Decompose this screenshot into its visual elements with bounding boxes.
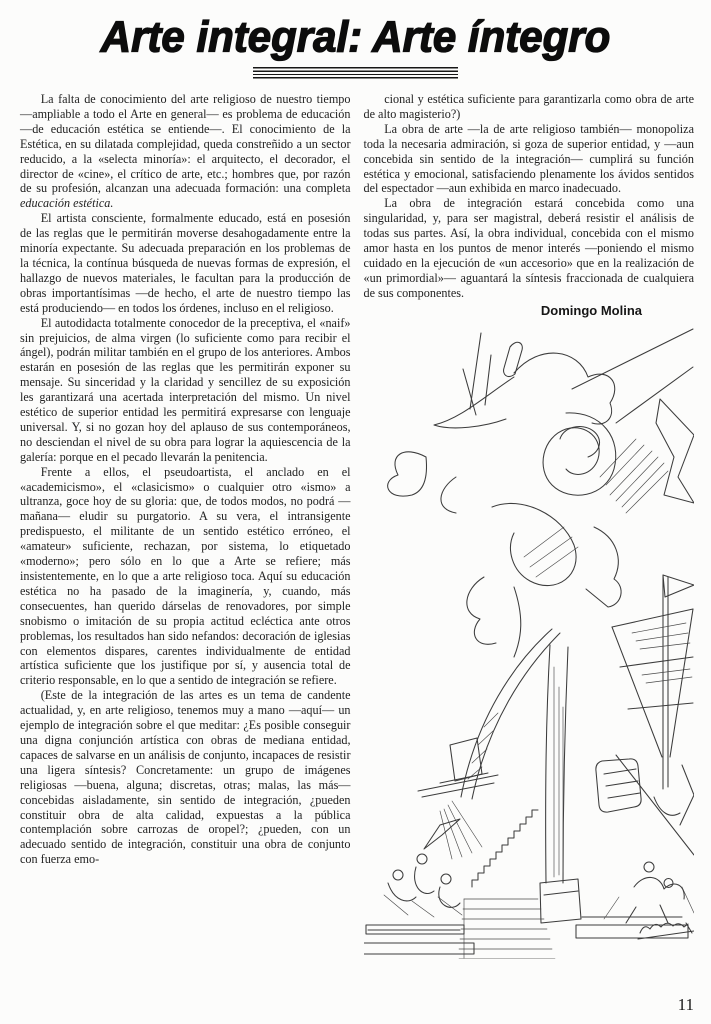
- paragraph: El autodidacta totalmente conocedor de la preceptiva, el «naif» sin prejuicios, de alma virgen (lo suficiente como para recibir el ángel), podrán militar también en el grupo de los anteriores. Ambos estarán en posesión de las reglas que les permitirán exponer su mensaje. Su sinceridad y la claridad y sencillez de su exposición les garantizará una acertada interpretación del mismo. Un nivel estético de superior entidad les permitirá expresarse con lenguaje universal. Y, si no gozan hoy del aplauso de sus contemporáneos, no desciendan el nivel de su obra para lograr la aquiescencia de la galería: porque en el pecado llevarán la penitencia.: [20, 315, 351, 464]
- paragraph: (Este de la integración de las artes es un tema de candente actualidad, y, en arte religioso, tenemos muy a mano —aquí— un ejemplo de integración sobre el que meditar: ¿Es posible conseguir una digna conjunción artística con obras de mediana entidad, capaces de salvarse en un análisis de conjunto, incapaces de resistir una ligera síntesis? Concretamente: un grupo de imágenes religiosas —buena, alguna; discretas, otras; malas, las más— concebidas aisladamente, sin sentido de integración, ¿pueden constituir obra de alta calidad, expuestas a la pública contemplación sobre carrozas de oropel?; ¿pueden, con un adecuado sentido de integración, constituir una obra de conjunto con fuerza emo-: [20, 688, 351, 867]
- paragraph-text: La falta de conocimiento del arte religioso de nuestro tiempo —ampliable a todo el Arte en general— es problema de educación —de educación estética se entiende—. El conocimiento de la Estética, en su dilatada complejidad, queda constreñido a un sector reducido, a la «selecta minoría»: el arquitecto, el decorador, el director de «cine», el crítico de arte, etc.; hombres que, por razón de su profesión, alcanzan una adecuada formación: una completa: [20, 92, 351, 196]
- left-column: [20, 92, 351, 959]
- page-number: 11: [677, 995, 694, 1014]
- paragraph: [20, 92, 351, 211]
- shading-hatch: [600, 439, 668, 513]
- illustration-container: [364, 327, 695, 959]
- pen-sketch-illustration: [364, 327, 694, 959]
- page-title: Arte integral: Arte íntegro: [100, 12, 611, 61]
- author-byline: Domingo Molina: [540, 302, 642, 318]
- right-column: [364, 92, 695, 959]
- article-columns: [0, 79, 711, 959]
- paragraph: El artista consciente, formalmente educado, está en posesión de las reglas que le permitirán moverse desahogadamente entre la minoría expectante. Su adecuada preparación en los problemas de la técnica, la contínua búsqueda de nuevas formas de expresión, el hallazgo de nuevos materiales, le facultan para la producción de obras importantísimas —de hecho, el arte de nuestro tiempo las está produciendo— en todos los órdenes, incluso en el religioso.: [20, 211, 351, 315]
- title-rule: [253, 67, 458, 79]
- paragraph: Frente a ellos, el pseudoartista, el anclado en el «academicismo», el «clasicismo» o cualquier otro «ismo» a ultranza, goce hoy de su gloria: que, de todos modos, no podrá —mañana— eludir su purgatorio. A su vera, el intransigente predispuesto, el militante de un sentido estético erróneo, el «amateur» suficiente, rechazan, por sistema, lo etiquetado «moderno»; pero sólo en lo que a Arte se refiere; más insistentemente, en lo que a arte religioso toca. Aquí su educación estética no ha pasado de la imaginería, y, cuando, más consecuentes, han querido dárselas de renovadores, por simple snobismo o imitación de su propia actitud ecléctica ante otros problemas, los resultados han sido nefandos: decoración de iglesias con elementos dispares, carentes individualmente de entidad artística suficiente que los justifique por sí, y ausencia total de criterio responsable, en lo que a sentido de integración se refiere.: [20, 464, 351, 688]
- paragraph: cional y estética suficiente para garantizarla como obra de arte de alto magisterio?): [363, 92, 694, 121]
- paragraph: La obra de integración estará concebida como una singularidad, y, para ser magistral, deberá resistir el análisis de todas sus partes. Así, la obra individual, concebida con el mismo amor hasta en los puntos de menor interés —poniendo el mismo cuidado en la ejecución de «un accesorio» que en la realización de «un primordial»— aguantará la síntesis fraccionada de cualquiera de sus componentes.: [363, 196, 694, 300]
- paragraph: La obra de arte —la de arte religioso también— monopoliza toda la necesaria admiración, si goza de superior entidad, y —aun concebida sin sentido de la integración— cumplirá su función estética y emocional, satisfaciendo plenamente los ávidos sentidos del espectador —aun exhibida en marco inadecuado.: [363, 121, 694, 196]
- italic-phrase: educación estética.: [20, 196, 114, 211]
